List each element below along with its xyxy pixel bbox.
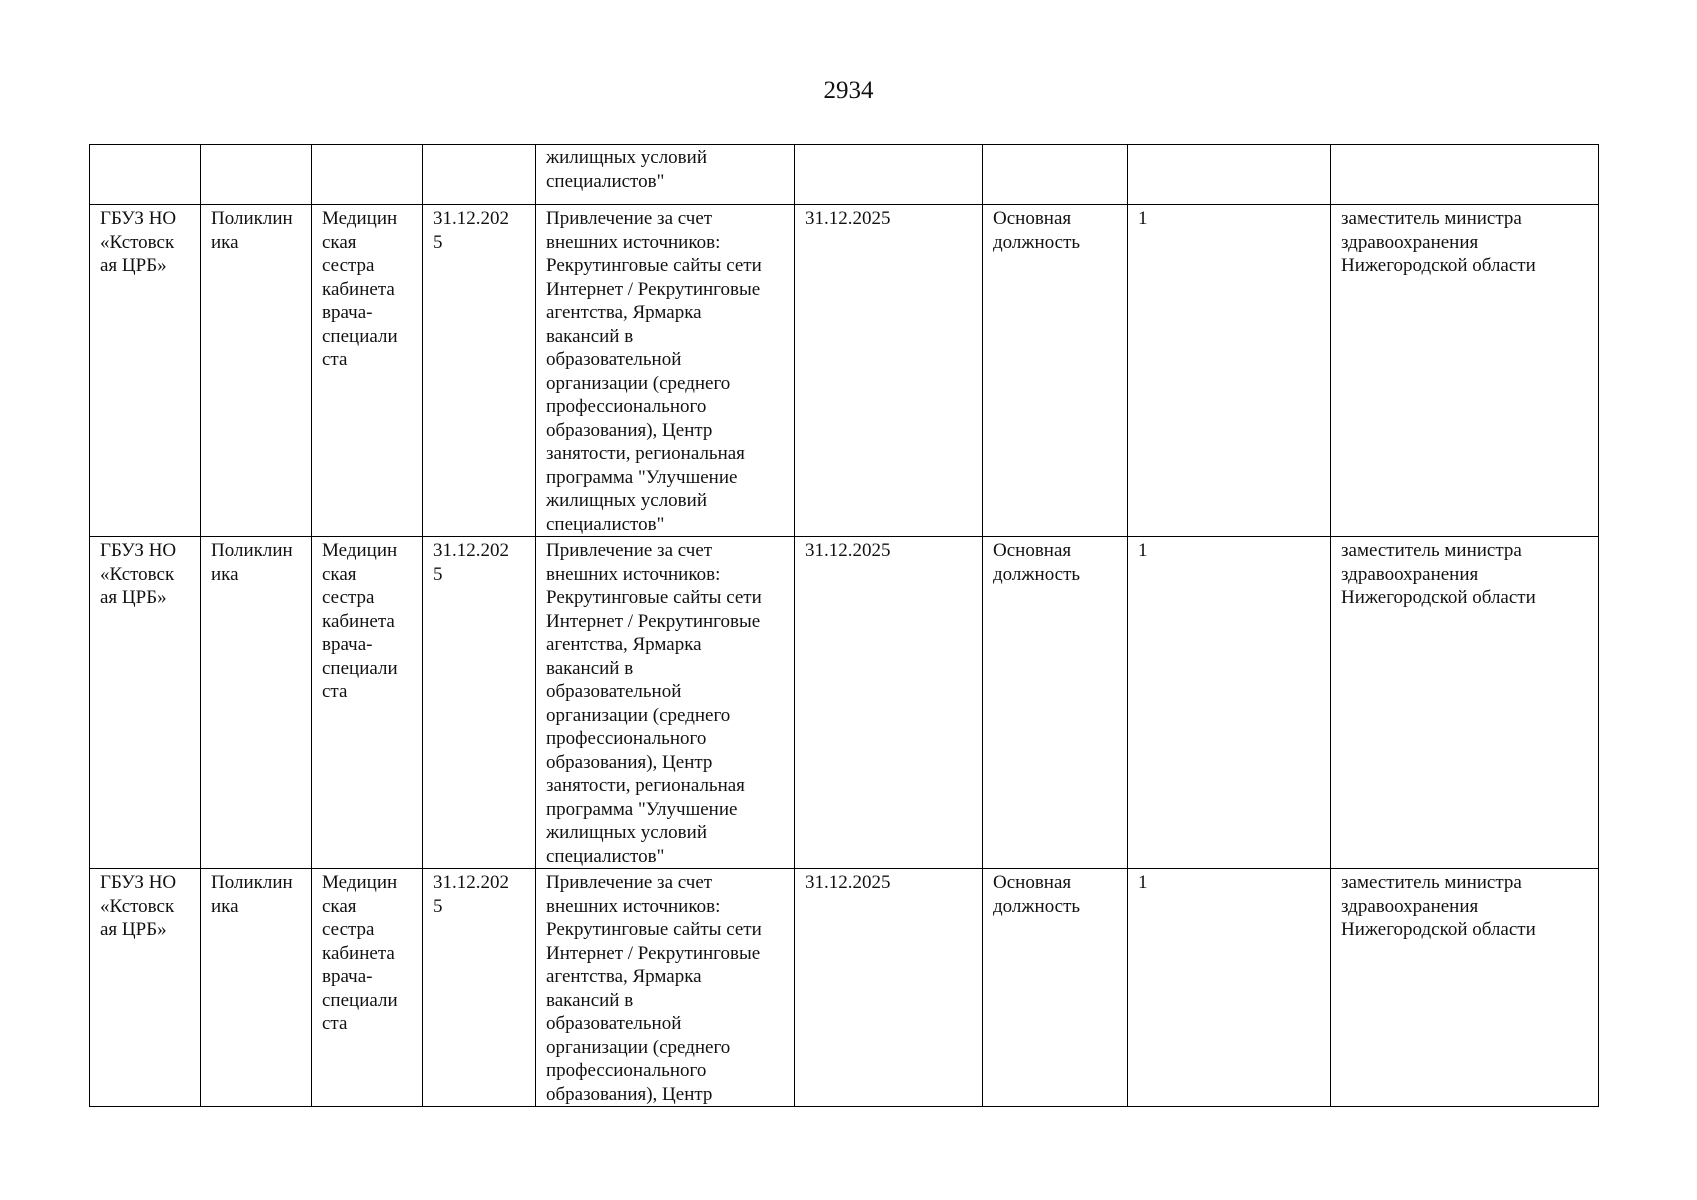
table-row [90, 537, 1599, 869]
cell-responsible [1331, 145, 1599, 205]
cell-count: 1 [1128, 205, 1331, 537]
cell-deadline [795, 145, 983, 205]
cell-method: жилищных условий специалистов" [536, 145, 795, 205]
cell-method: Привлечение за счет внешних источников: Рекрутинговые сайты сети Интернет / Рекрутинговые агентства, Ярмарка вакансий в образовательной организации (среднего профессионального образования), Центр [536, 869, 795, 1107]
cell-count: 1 [1128, 537, 1331, 869]
cell-organization [90, 145, 201, 205]
cell-deadline: 31.12.2025 [795, 205, 983, 537]
table-row [90, 869, 1599, 1107]
cell-organization: ГБУЗ НО «Кстовск ая ЦРБ» [90, 869, 201, 1107]
cell-position [312, 145, 423, 205]
cell-position: Медицин ская сестра кабинета врача- специали ста [312, 869, 423, 1107]
cell-deadline: 31.12.2025 [795, 869, 983, 1107]
cell-job-type: Основная должность [983, 537, 1128, 869]
table-row [90, 205, 1599, 537]
table-row-continuation [90, 145, 1599, 205]
page-number: 2934 [823, 77, 874, 104]
cell-department: Поликлин ика [201, 869, 312, 1107]
cell-deadline: 31.12.2025 [795, 537, 983, 869]
cell-method: Привлечение за счет внешних источников: Рекрутинговые сайты сети Интернет / Рекрутинговые агентства, Ярмарка вакансий в образовательной организации (среднего профессионального образования), Центр занятости, региональная программа "Улучшение жилищных условий специалистов" [536, 205, 795, 537]
cell-job-type: Основная должность [983, 869, 1128, 1107]
cell-responsible: заместитель министра здравоохранения Нижегородской области [1331, 869, 1599, 1107]
cell-date: 31.12.202 5 [423, 205, 536, 537]
cell-date: 31.12.202 5 [423, 869, 536, 1107]
cell-job-type: Основная должность [983, 205, 1128, 537]
cell-responsible: заместитель министра здравоохранения Нижегородской области [1331, 205, 1599, 537]
cell-position: Медицин ская сестра кабинета врача- специали ста [312, 537, 423, 869]
cell-department: Поликлин ика [201, 205, 312, 537]
cell-count [1128, 145, 1331, 205]
cell-date [423, 145, 536, 205]
cell-department [201, 145, 312, 205]
cell-organization: ГБУЗ НО «Кстовск ая ЦРБ» [90, 537, 201, 869]
cell-department: Поликлин ика [201, 537, 312, 869]
data-table [89, 144, 1599, 1107]
cell-count: 1 [1128, 869, 1331, 1107]
cell-responsible: заместитель министра здравоохранения Нижегородской области [1331, 537, 1599, 869]
cell-job-type [983, 145, 1128, 205]
cell-position: Медицин ская сестра кабинета врача- специали ста [312, 205, 423, 537]
cell-method: Привлечение за счет внешних источников: Рекрутинговые сайты сети Интернет / Рекрутинговые агентства, Ярмарка вакансий в образовательной организации (среднего профессионального образования), Центр занятости, региональная программа "Улучшение жилищных условий специалистов" [536, 537, 795, 869]
cell-date: 31.12.202 5 [423, 537, 536, 869]
cell-organization: ГБУЗ НО «Кстовск ая ЦРБ» [90, 205, 201, 537]
